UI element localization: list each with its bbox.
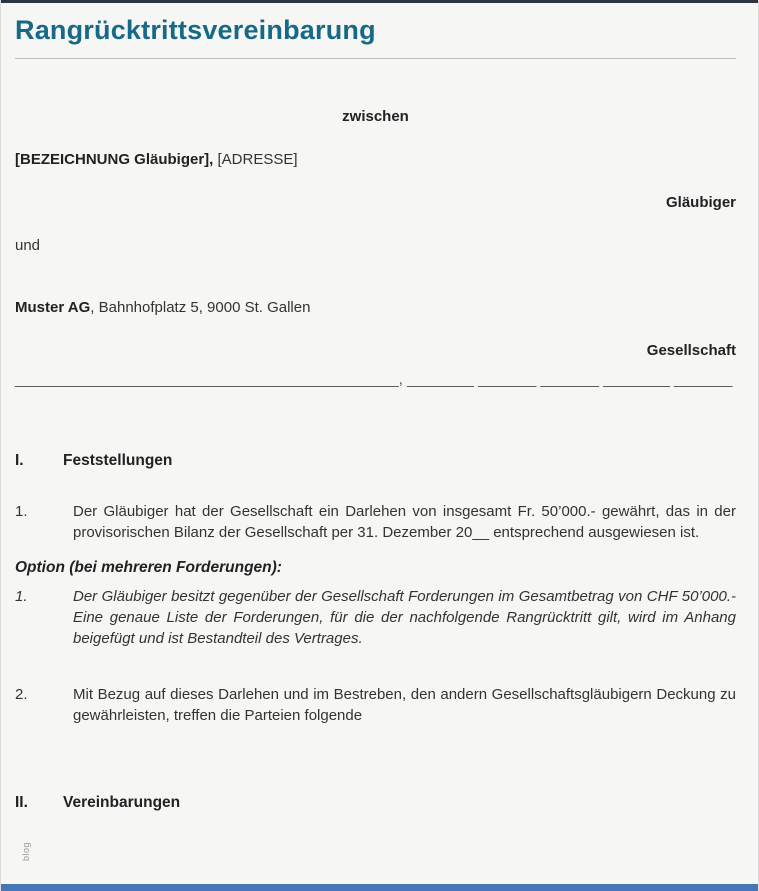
list-item-1 [15, 501, 736, 543]
blog-watermark: blog [21, 841, 31, 861]
creditor-line [15, 149, 736, 170]
company-role-label: Gesellschaft [646, 342, 736, 359]
section-title: Feststellungen [63, 452, 173, 469]
creditor-role-label: Gläubiger [665, 194, 736, 211]
list-item-number: 1. [15, 503, 28, 520]
and-label: und [15, 237, 41, 254]
list-item-number: 2. [15, 686, 28, 703]
top-rule [1, 0, 758, 3]
footer-accent-bar [1, 884, 758, 891]
company-name: Muster AG [15, 299, 91, 316]
list-item-text: Der Gläubiger hat der Gesellschaft ein Darlehen von insgesamt Fr. 50’000.- gewährt, das in der provisorischen Bilanz der Gesellschaft per 31. Dezember 20__ entsprechend ausgewiesen ist. [73, 503, 736, 541]
section-number: II. [15, 794, 28, 811]
list-item-option [15, 586, 736, 649]
list-item-text: Mit Bezug auf dieses Darlehen und im Bestreben, den andern Gesellschaftsgläubigern Deckung zu gewährleisten, treffen die Parteien folgende [73, 686, 736, 724]
document-title: Rangrücktrittsvereinbarung [15, 15, 376, 45]
between-label: zwischen [342, 108, 409, 125]
document-content [1, 13, 758, 813]
list-item-text: Der Gläubiger besitzt gegenüber der Gesellschaft Forderungen im Gesamtbetrag von CHF 50’000.- Eine genaue Liste der Forderungen, für die der nachfolgende Rangrücktritt gilt, wird im Anhang beigefügt und ist Bestandteil des Vertrages. [73, 588, 736, 647]
creditor-placeholder: [BEZEICHNUNG Gläubiger], [15, 151, 214, 168]
section-heading-1 [15, 450, 736, 471]
signature-fill-line: ______________________________________________, ________ _______ _______ ________ _______ [15, 371, 733, 388]
section-number: I. [15, 452, 24, 469]
creditor-address-placeholder: [ADRESSE] [213, 151, 298, 168]
section-heading-2 [15, 792, 736, 813]
option-heading: Option (bei mehreren Forderungen): [15, 559, 282, 576]
title-divider [15, 58, 736, 59]
company-address: , Bahnhofplatz 5, 9000 St. Gallen [90, 299, 311, 316]
list-item-2 [15, 684, 736, 726]
section-title: Vereinbarungen [63, 794, 181, 811]
list-item-number: 1. [15, 588, 28, 605]
company-line [15, 297, 736, 318]
